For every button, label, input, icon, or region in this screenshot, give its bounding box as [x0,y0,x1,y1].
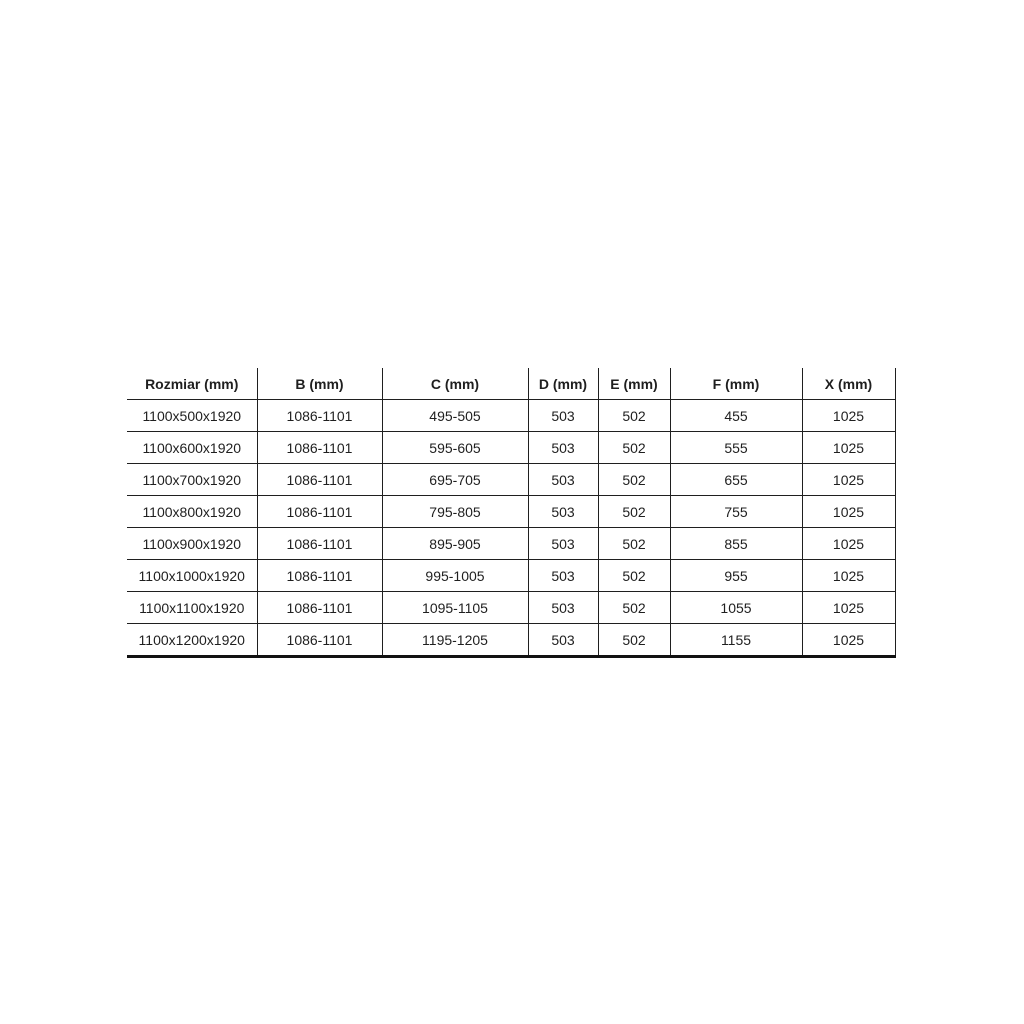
cell-rozmiar: 1100x800x1920 [127,496,257,528]
cell-f: 1155 [670,624,802,657]
table-row [127,560,895,592]
cell-d: 503 [528,528,598,560]
cell-c: 495-505 [382,400,528,432]
cell-b: 1086-1101 [257,560,382,592]
cell-e: 502 [598,624,670,657]
cell-f: 1055 [670,592,802,624]
cell-c: 995-1005 [382,560,528,592]
cell-d: 503 [528,560,598,592]
cell-d: 503 [528,496,598,528]
size-spec-table [127,368,896,658]
column-header-e: E (mm) [598,368,670,400]
cell-c: 695-705 [382,464,528,496]
cell-b: 1086-1101 [257,592,382,624]
table-row [127,592,895,624]
cell-e: 502 [598,464,670,496]
cell-f: 855 [670,528,802,560]
table-row [127,464,895,496]
cell-c: 795-805 [382,496,528,528]
table-row [127,400,895,432]
cell-c: 895-905 [382,528,528,560]
cell-b: 1086-1101 [257,624,382,657]
table-row [127,624,895,657]
cell-rozmiar: 1100x700x1920 [127,464,257,496]
dimensions-table [127,368,896,658]
cell-x: 1025 [802,528,895,560]
cell-e: 502 [598,432,670,464]
cell-e: 502 [598,592,670,624]
cell-f: 755 [670,496,802,528]
cell-rozmiar: 1100x900x1920 [127,528,257,560]
cell-d: 503 [528,400,598,432]
cell-d: 503 [528,624,598,657]
cell-x: 1025 [802,624,895,657]
cell-rozmiar: 1100x1000x1920 [127,560,257,592]
cell-c: 595-605 [382,432,528,464]
table-row [127,528,895,560]
cell-b: 1086-1101 [257,400,382,432]
column-header-f: F (mm) [670,368,802,400]
cell-x: 1025 [802,464,895,496]
cell-rozmiar: 1100x1200x1920 [127,624,257,657]
column-header-c: C (mm) [382,368,528,400]
cell-b: 1086-1101 [257,496,382,528]
cell-x: 1025 [802,560,895,592]
column-header-b: B (mm) [257,368,382,400]
cell-e: 502 [598,560,670,592]
column-header-x: X (mm) [802,368,895,400]
table-row [127,496,895,528]
cell-f: 455 [670,400,802,432]
cell-rozmiar: 1100x600x1920 [127,432,257,464]
column-header-rozmiar: Rozmiar (mm) [127,368,257,400]
table-row [127,432,895,464]
column-header-d: D (mm) [528,368,598,400]
cell-x: 1025 [802,400,895,432]
cell-e: 502 [598,400,670,432]
cell-d: 503 [528,432,598,464]
cell-d: 503 [528,592,598,624]
cell-rozmiar: 1100x1100x1920 [127,592,257,624]
cell-x: 1025 [802,496,895,528]
cell-b: 1086-1101 [257,432,382,464]
cell-f: 555 [670,432,802,464]
cell-e: 502 [598,528,670,560]
cell-e: 502 [598,496,670,528]
table-header-row [127,368,895,400]
cell-b: 1086-1101 [257,528,382,560]
cell-x: 1025 [802,592,895,624]
cell-f: 655 [670,464,802,496]
cell-c: 1095-1105 [382,592,528,624]
cell-rozmiar: 1100x500x1920 [127,400,257,432]
cell-d: 503 [528,464,598,496]
cell-x: 1025 [802,432,895,464]
cell-f: 955 [670,560,802,592]
cell-b: 1086-1101 [257,464,382,496]
cell-c: 1195-1205 [382,624,528,657]
